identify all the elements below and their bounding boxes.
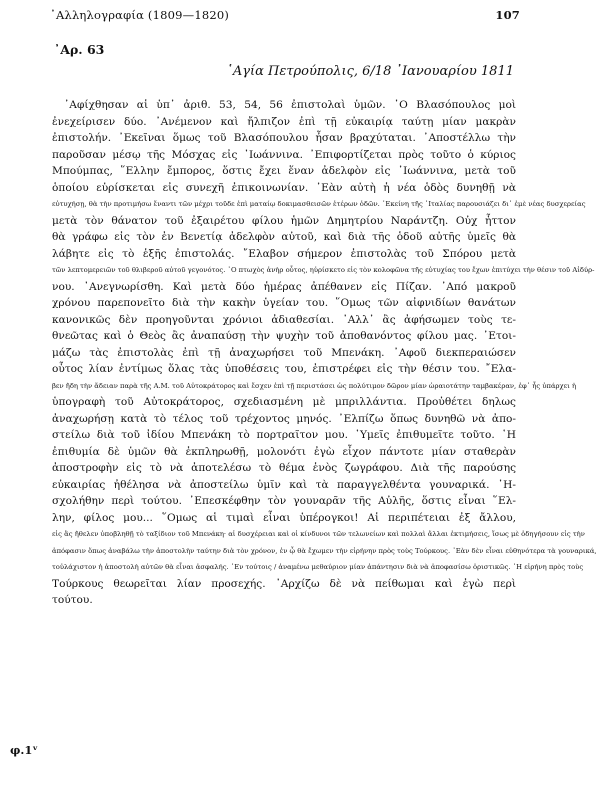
text-line: ἐνεχείρισεν δύο. ᾿Ανέμενον καὶ ἤλπιζον ἐπὶ τῇ εὐκαιρίᾳ ταύτῃ μίαν μακρὰν [52,115,516,128]
page-number: 107 [495,8,520,22]
letter-body [52,97,597,609]
text-line: εἰς ἃς ἤθελεν ὑποβληθῇ τὸ ταξίδιον τοῦ Μπενάκη· αἱ δυσχέρειαι καὶ οἱ κίνδυνοι τῶν τελωνείων καὶ πολλαὶ ἄλλαι ἐκτιμήσεις, ἴσως μὲ ὁδηγήσουν εἰς τὴν [52,530,585,538]
text-line: τοὐλάχιστον ἡ ἀποστολὴ αὐτῶν θὰ εἶναι ἀσφαλής. ᾿Εν τούτοις / ἀναμένω μεθαύριον μίαν ἀπάντησιν διὰ νὰ ἀποφασίσω ὁριστικῶς. ῾Η εἰρήνη πρὸς τοὺς [52,563,584,571]
text-line: ἀναχωρήσῃ κατὰ τὸ τέλος τοῦ τρέχοντος μηνός. ᾿Ελπίζω ὅπως δυνηθῶ νὰ ἀπο- [52,412,516,425]
text-line: λάβητε εἰς τὸ ἑξῆς ἐπιστολάς. ῎Ελαβον σήμερον ἐπιστολὰς τοῦ Σπόρου μετὰ [52,247,516,260]
text-line: παροῦσαν μέσῳ τῆς Μόσχας εἰς ᾿Ιωάννινα. ᾿Επιφορτίζεται πρὸς τοῦτο ὁ κύριος [52,148,516,161]
text-line: ὑπογραφὴ τοῦ Αὐτοκράτορος, σχεδιασμένη μὲ μπριλλάντια. Προὐθέτει δηλως [52,396,516,408]
text-line: βεν ἤδη τὴν ἄδειαν παρὰ τῆς Α.Μ. τοῦ Αὐτοκράτορος καὶ ἔσχεν ἐπὶ τῇ περιστάσει ὡς πολύτιμον δῶρον μίαν ὡραιοτάτην ταμβακέραν, ἐφ᾿ ἧς ὑπάρχει ἡ [52,381,577,390]
text-line: ἀπόφασιν ὅπως ἀναβάλω τὴν ἀποστολὴν ταύτην διὰ τὸν χρόνον, ἐν ᾧ θὰ ἔχωμεν τὴν εἰρήνην πρὸς τοὺς Τούρκους. ᾿Εὰν δὲν εἶναι εὐθηνότερα τὰ γουναρικά, [52,546,597,555]
text-line: θὰ γράφω εἰς τὸν ἐν Βενετίᾳ ἀδελφὸν αὐτοῦ, καὶ διὰ τῆς ὁδοῦ αὐτῆς ὑμεῖς θὰ [52,231,516,243]
folio-margin-note: φ.1ᵛ [10,743,39,757]
letter-dateline: ῾Αγία Πετρούπολις, 6/18 ᾿Ιανουαρίου 1811 [226,64,514,79]
text-line: νου. ᾿Ανεγνωρίσθη. Καὶ μετὰ δύο ἡμέρας ἀπέθανεν εἰς Πίζαν. ᾿Από μακροῦ [52,280,516,293]
text-line: ὁποίου εὑρίσκεται εἰς συνεχῆ ἐπικοινωνίαν. ᾿Εὰν αὐτὴ ἡ νέα ὁδὸς δυνηθῇ νὰ [52,181,516,194]
text-line: θνεῶτας καὶ ὁ Θεὸς ἂς ἀναπαύσῃ τὴν ψυχὴν τοῦ ἀποθανόντος φίλου μας. ᾿Ετοι- [52,330,516,342]
text-line: Τούρκους θεωρεῖται λίαν προσεχής. ᾿Αρχίζω δὲ νὰ πείθωμαι καὶ ἐγὼ περὶ [52,577,516,590]
letter-number: ᾿Αρ. 63 [54,42,105,57]
text-line: σχολήθην περὶ τούτου. ᾿Επεσκέφθην τὸν γουναρᾶν τῆς Αὐλῆς, ὅστις εἶναι ῞Ελ- [52,495,516,507]
running-title: ᾿Αλληλογραφία (1809—1820) [50,8,230,22]
text-line: στείλω διὰ τοῦ ἰδίου Μπενάκη τὸ πορτραῖτον μου. ῾Υμεῖς ἐπιθυμεῖτε τοῦτο. ῾Η [52,429,516,441]
text-line: κανονικῶς δὲν προηγοῦνται χρόνιοι ἀδιαθεσίαι. ᾿Αλλ᾿ ἂς ἀφήσωμεν τοὺς τε- [52,313,516,326]
text-line: ἀποστροφὴν εἰς τὸ νὰ ἀποτελέσω τὸ θέμα ἑνὸς ζωγράφου. Διὰ τῆς παρούσης [52,462,516,474]
text-line: ἐπιστολήν. ᾿Εκεῖναι ὅμως τοῦ Βλασόπουλου ἦσαν βραχύταται. ᾿Αποστέλλω τὴν [52,132,516,144]
text-line: οὗτος λίαν ἐντίμως ὅλας τὰς ὑποθέσεις του, ἐπιστρέφει εἰς τὴν θέσιν του. ῎Ελα- [52,363,516,375]
text-line: Μπούμπας, ῞Ελλην ἔμπορος, ὅστις ἔχει ἕναν ἀδελφὸν εἰς ᾿Ιωάννινα, μετὰ τοῦ [52,165,516,177]
text-line: εὐκαιρίας ἠθέλησα νὰ ἀποστείλω ὑμῖν καὶ τὰ παραγγελθέντα γουναρικά. ῾Η- [52,478,516,491]
text-line: λην, φίλος μου... ῞Ομως αἱ τιμαὶ εἶναι ὑπέρογκοι! Αἱ περιπέτειαι ἐξ ἄλλου, [52,511,516,524]
text-line: μετὰ τὸν θάνατον τοῦ ἐξαιρέτου φίλου ἡμῶν Δημητρίου Ναράντζη. Οὐχ ἧττον [52,214,516,227]
text-line: τούτου. [52,594,93,606]
text-line: ἐπιθυμία δὲ ὑμῶν θὰ ἐκπληρωθῇ, μολονότι ἐγὼ εἶχον πάντοτε μίαν σταθερὰν [52,445,516,458]
text-line: εὐτυχήσῃ, θὰ τὴν προτιμήσω ἔναντι τῶν μέχρι τοῦδε ἐπὶ ματαίῳ δοκιμασθεισῶν ἑτέρων ὁδῶν. ᾿Εκείνη τῆς ᾿Ιταλίας παρουσιάζει δι᾿ ἐμὲ νέας δυσχερείας [52,200,586,208]
text-line: τῶν λεπτομερειῶν τοῦ θλιβεροῦ αὐτοῦ γεγονότος. ῾Ο πτωχὸς ἀνὴρ οὗτος, ηὑρίσκετο εἰς τὸν κολοφῶνα τῆς εὐτυχίας του ἔχων ἐπιτύχει τὴν θέσιν τοῦ Αἰδύρ- [52,266,595,274]
text-line: ᾿Αφίχθησαν αἱ ὑπ᾿ ἀριθ. 53, 54, 56 ἐπιστολαὶ ὑμῶν. ῾Ο Βλασόπουλος μοὶ [64,99,516,111]
text-line: μάζω τὰς ἐπιστολὰς ἐπὶ τῇ ἀναχωρήσει τοῦ Μπενάκη. ᾿Αφοῦ διεκπεραιώσεν [52,346,516,359]
running-header [50,8,520,26]
text-line: χρόνου παρεπονεῖτο διὰ τὴν κακὴν ὑγείαν του. ῞Ομως τῶν αἰφνιδίων θανάτων [52,297,516,309]
